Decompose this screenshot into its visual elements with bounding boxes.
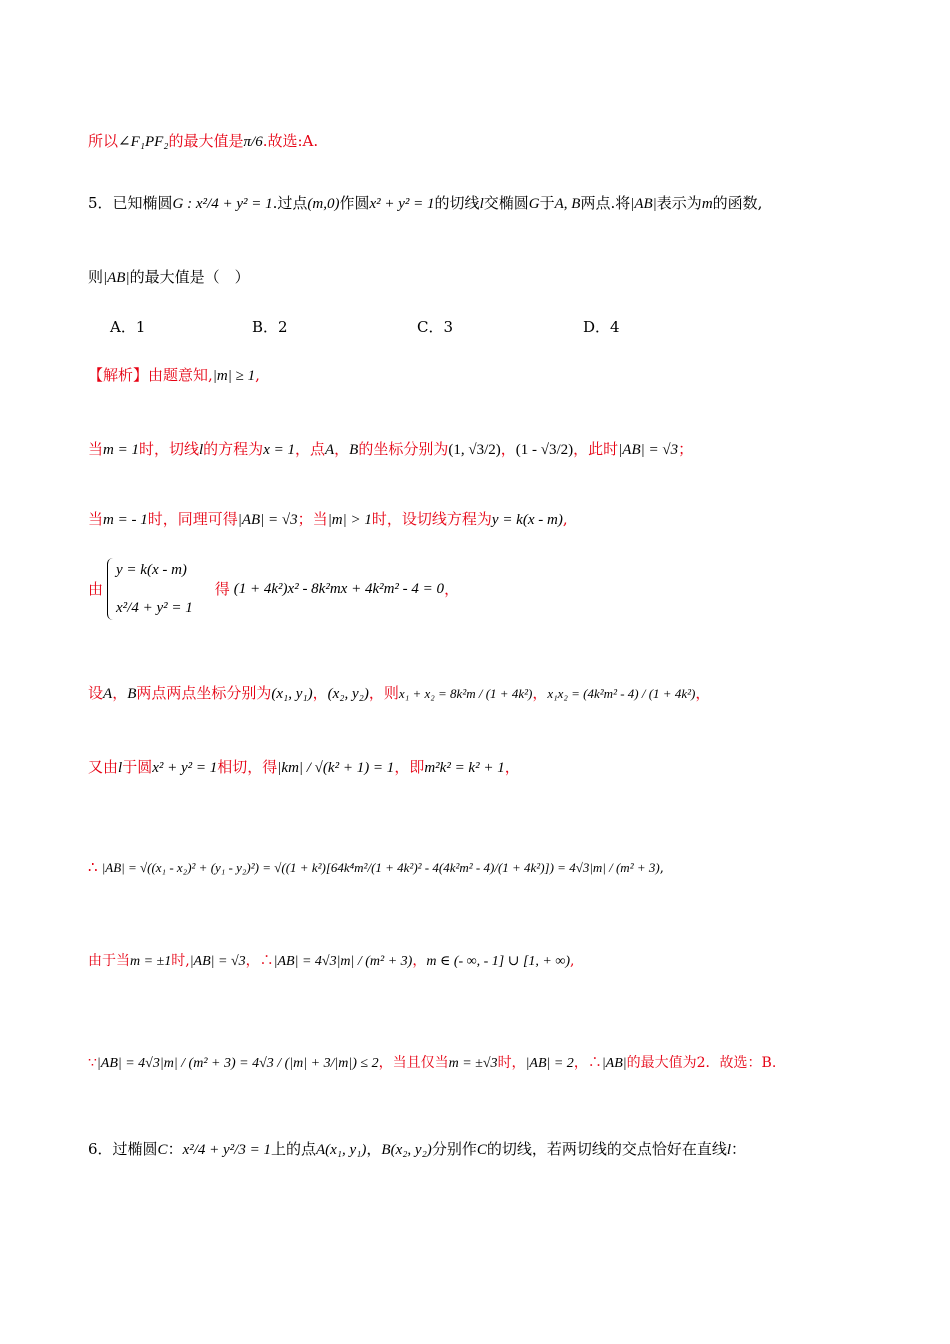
q5-tangent: l bbox=[479, 196, 484, 212]
a9-a: ，当且仅当 bbox=[378, 1055, 449, 1071]
a6-l: l bbox=[118, 760, 123, 776]
analysis-line-4 bbox=[88, 558, 459, 620]
therefore-symbol: ∴ bbox=[88, 858, 98, 876]
a8-b: 时, bbox=[171, 953, 190, 969]
a2-m1: m = 1 bbox=[103, 442, 139, 458]
a5-comma: ， bbox=[112, 684, 128, 702]
a4-a: 由 bbox=[88, 580, 104, 598]
q5-stem-1: 5．已知椭圆 bbox=[88, 194, 173, 212]
a2-f: 的坐标分别为 bbox=[358, 440, 449, 458]
q6-point-a: A(x₁, y₁) bbox=[315, 1142, 367, 1158]
a5-p2: (x₂, y₂) bbox=[327, 686, 369, 702]
a2-e: ， bbox=[334, 440, 350, 458]
a8-m: m = ±1 bbox=[130, 954, 172, 969]
q6-name: C bbox=[157, 1142, 168, 1158]
a9-ab: |AB| = 2 bbox=[525, 1056, 574, 1071]
a2-l: l bbox=[199, 442, 204, 458]
a5-B: B bbox=[127, 686, 137, 702]
q5-abs-ab-2: |AB| bbox=[103, 270, 130, 286]
option-c: C．3 bbox=[417, 318, 454, 336]
a3-m: m = - 1 bbox=[103, 512, 148, 528]
prev-mid: 的最大值是 bbox=[168, 132, 244, 150]
a9-abs: |AB| bbox=[601, 1056, 627, 1071]
q5-stem-8: 表示为 bbox=[656, 194, 702, 212]
q5-stem-10: 则 bbox=[88, 268, 104, 286]
q5-ellipse: G : x²/4 + y² = 1 bbox=[172, 196, 273, 212]
a8-func: |AB| = 4√3|m| / (m² + 3) bbox=[273, 954, 413, 969]
a8-domain: m ∈ (- ∞, - 1] ∪ [1, + ∞) bbox=[426, 954, 571, 969]
equation-system bbox=[107, 558, 203, 620]
q5-stem-2: .过点 bbox=[272, 194, 308, 212]
analysis-line-9 bbox=[88, 1052, 776, 1075]
a6-circle: x² + y² = 1 bbox=[152, 760, 218, 776]
a5-p1: (x₁, y₁) bbox=[271, 686, 313, 702]
a2-h: ； bbox=[678, 440, 694, 458]
a2-g: ，此时 bbox=[573, 440, 619, 458]
a4-c: ， bbox=[444, 580, 460, 598]
a2-x1: x = 1 bbox=[263, 442, 295, 458]
a2-b: 时，切线 bbox=[138, 440, 199, 458]
analysis-line-7 bbox=[88, 856, 664, 880]
a3-d: 时，设切线方程为 bbox=[371, 510, 492, 528]
a4-eq: (1 + 4k²)x² - 8k²mx + 4k²m² - 4 = 0 bbox=[233, 581, 445, 597]
q5-abs-ab: |AB| bbox=[630, 196, 657, 212]
analysis-line-1 bbox=[88, 364, 260, 387]
a2-ab: |AB| = √3 bbox=[618, 442, 679, 458]
a5-b: 两点两点坐标分别为 bbox=[136, 684, 272, 702]
q6-ellipse: x²/4 + y²/3 = 1 bbox=[182, 1142, 271, 1158]
a3-b: 时，同理可得 bbox=[147, 510, 238, 528]
a6-c: 相切，得 bbox=[217, 758, 278, 776]
q5-ellipse-name: G bbox=[528, 196, 540, 212]
option-d: D．4 bbox=[583, 318, 620, 336]
a5-sum: x₁ + x₂ = 8k²m / (1 + 4k²) bbox=[398, 686, 533, 701]
analysis-line-8 bbox=[88, 950, 574, 973]
a3-ab: |AB| = √3 bbox=[237, 512, 298, 528]
a1-end: , bbox=[255, 366, 260, 384]
a3-c: ；当 bbox=[297, 510, 328, 528]
because-symbol: ∵ bbox=[88, 1055, 97, 1071]
q6-stem-2: 上的点 bbox=[270, 1140, 316, 1158]
a4-b: 得 bbox=[214, 580, 230, 598]
prev-conclusion bbox=[88, 130, 318, 153]
a6-eq: m²k² = k² + 1 bbox=[424, 760, 505, 776]
q6-name-2: C bbox=[476, 1142, 487, 1158]
analysis-line-2 bbox=[88, 438, 693, 461]
a3-mgt: |m| > 1 bbox=[327, 512, 372, 528]
a8-a: 由于当 bbox=[88, 953, 130, 969]
a1-math: |m| ≥ 1 bbox=[212, 368, 256, 384]
q5-points-ab: A, B bbox=[554, 196, 581, 212]
a8-d: ， bbox=[412, 953, 427, 969]
a6-a: 又由 bbox=[88, 758, 119, 776]
q6-stem-3b: 的切线，若两切线的交点恰好在直线 bbox=[486, 1140, 727, 1158]
a2-B: B bbox=[349, 442, 359, 458]
a7-expr: |AB| = √((x₁ - x₂)² + (y₁ - y₂)²) = √((1 + k²)[64k⁴m²/(1 + 4k²)² - 4(4k²m² - 4)/(1 + 4k²)]) = 4√3|m| / (m² + 3) bbox=[101, 860, 660, 875]
therefore-symbol-3: ∴ bbox=[587, 1055, 602, 1071]
q5-stem-9: 的函数, bbox=[712, 194, 763, 212]
a9-d: 的最大值为2．故选：B. bbox=[626, 1055, 777, 1071]
a5-d: ， bbox=[532, 684, 548, 702]
prev-tail: .故选:A. bbox=[262, 132, 319, 150]
a6-frac: |km| / √(k² + 1) = 1 bbox=[277, 760, 395, 776]
q6-sep: ， bbox=[366, 1140, 382, 1158]
a6-b: 于圆 bbox=[122, 758, 153, 776]
a2-A: A bbox=[324, 442, 335, 458]
q5-stem-7: 两点.将 bbox=[580, 194, 631, 212]
q5-stem bbox=[88, 192, 762, 215]
a5-prod: x₁x₂ = (4k²m² - 4) / (1 + 4k²) bbox=[547, 686, 696, 701]
analysis-tag: 【解析】 bbox=[88, 366, 149, 384]
a8-c: ， bbox=[245, 953, 260, 969]
a9-m: m = ±√3 bbox=[448, 1056, 498, 1071]
prev-lead: 所以 bbox=[88, 132, 119, 150]
a5-e: ， bbox=[695, 684, 711, 702]
q5-stem-5: 交椭圆 bbox=[483, 194, 529, 212]
a5-c: ，则 bbox=[368, 684, 399, 702]
a6-e: ， bbox=[504, 758, 520, 776]
q5-stem-11: 的最大值是（ ） bbox=[129, 268, 250, 286]
analysis-line-3 bbox=[88, 508, 568, 531]
a5-a: 设 bbox=[88, 684, 104, 702]
a6-d: ，即 bbox=[394, 758, 425, 776]
a8-e: , bbox=[570, 953, 575, 969]
a3-a: 当 bbox=[88, 510, 104, 528]
q6-stem-4: ： bbox=[731, 1140, 747, 1158]
analysis-line-6 bbox=[88, 756, 520, 779]
a3-eq: y = k(x - m) bbox=[491, 512, 563, 528]
q6-point-b: B(x₂, y₂) bbox=[381, 1142, 432, 1158]
a4-sys2: x²/4 + y² = 1 bbox=[116, 600, 193, 616]
q6-colon: ： bbox=[167, 1140, 183, 1158]
q5-stem-cont bbox=[88, 266, 250, 289]
q6-stem-3: 分别作 bbox=[431, 1140, 477, 1158]
a2-a: 当 bbox=[88, 440, 104, 458]
q5-stem-4: 的切线 bbox=[434, 194, 480, 212]
option-b: B．2 bbox=[252, 318, 288, 336]
q5-var-m: m bbox=[701, 196, 713, 212]
a2-e2: ， bbox=[500, 440, 516, 458]
a9-c: ， bbox=[573, 1055, 588, 1071]
q6-stem bbox=[88, 1138, 746, 1161]
q6-stem-1: 6．过椭圆 bbox=[88, 1140, 158, 1158]
q5-point: (m,0) bbox=[307, 196, 340, 212]
a9-ineq: |AB| = 4√3|m| / (m² + 3) = 4√3 / (|m| + 3/|m|) ≤ 2 bbox=[96, 1056, 379, 1071]
a7-end: , bbox=[659, 861, 664, 876]
a1-text: 由题意知, bbox=[148, 366, 213, 384]
q5-stem-6: 于 bbox=[539, 194, 555, 212]
a5-sep: ， bbox=[312, 684, 328, 702]
a3-e: , bbox=[562, 510, 568, 528]
q6-line-l: l bbox=[726, 1142, 732, 1158]
analysis-line-5 bbox=[88, 682, 710, 705]
angle-expr: ∠F₁PF₂ bbox=[118, 134, 169, 150]
a2-p1: (1, √3/2) bbox=[448, 442, 501, 458]
a2-p2: (1 - √3/2) bbox=[515, 442, 574, 458]
option-a: A．1 bbox=[110, 318, 146, 336]
max-value: π/6 bbox=[243, 134, 263, 150]
therefore-symbol-2: ∴ bbox=[259, 953, 274, 969]
a2-c: 的方程为 bbox=[203, 440, 264, 458]
a2-d: ，点 bbox=[294, 440, 325, 458]
a8-ab: |AB| = √3 bbox=[189, 954, 246, 969]
a4-sys1: y = k(x - m) bbox=[116, 562, 187, 578]
a9-b: 时， bbox=[497, 1055, 526, 1071]
a5-A: A bbox=[103, 686, 113, 702]
q5-circle: x² + y² = 1 bbox=[369, 196, 435, 212]
q5-stem-3: 作圆 bbox=[339, 194, 370, 212]
